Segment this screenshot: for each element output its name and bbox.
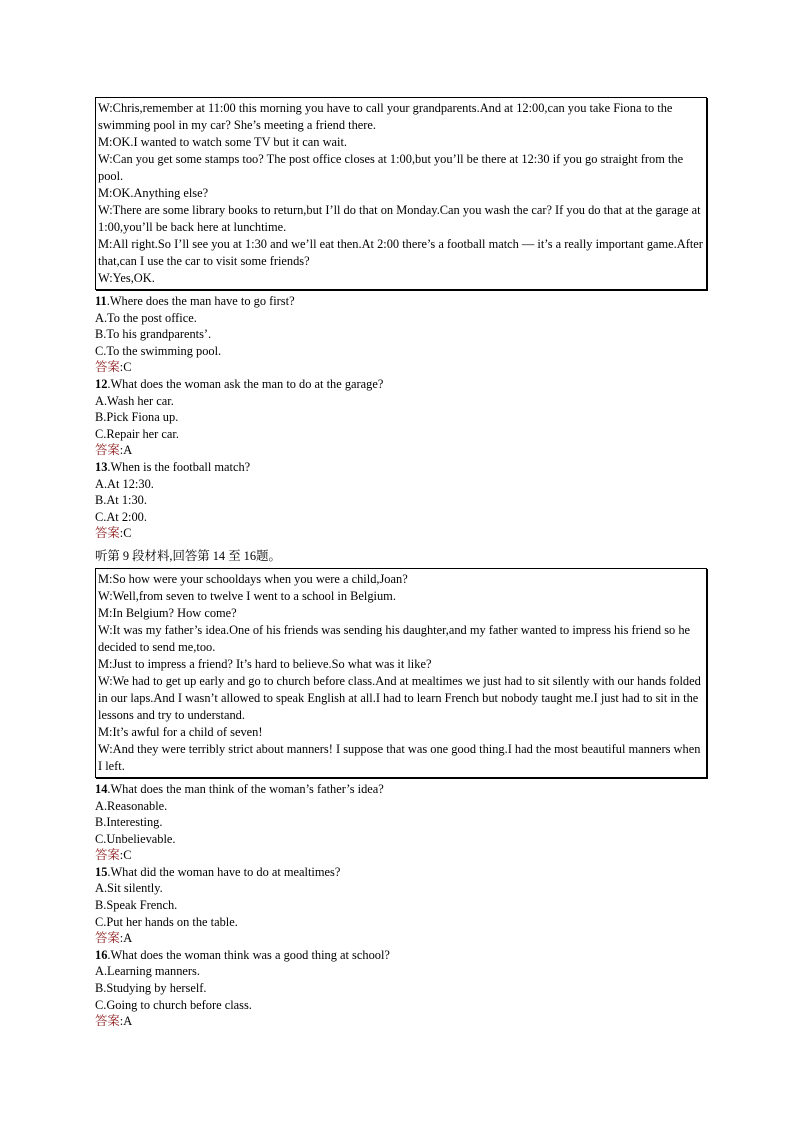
dialogue-box-1: [95, 97, 707, 290]
question-stem: [95, 459, 707, 476]
question-text: .What does the woman ask the man to do at the garage?: [107, 376, 384, 391]
question-12: [95, 376, 707, 459]
question-number: 12: [95, 376, 108, 391]
question-text: .When is the football match?: [107, 459, 251, 474]
answer: [95, 525, 707, 542]
answer-label: 答案: [95, 526, 120, 541]
question-stem: [95, 293, 707, 310]
question-stem: [95, 947, 707, 964]
question-text: .Where does the man have to go first?: [106, 294, 295, 308]
answer-label: 答案: [95, 443, 120, 458]
question-number: 11: [95, 294, 107, 308]
dialogue-line: M:OK.Anything else?: [98, 186, 209, 200]
document-page: [95, 97, 707, 1030]
option: C.Put her hands on the table.: [95, 914, 238, 929]
answer-value: :C: [119, 360, 132, 375]
answer-value: :A: [119, 1014, 133, 1029]
answer-label: 答案: [95, 360, 120, 375]
option: A.Reasonable.: [95, 798, 168, 813]
answer: [95, 930, 707, 947]
option: A.Learning manners.: [95, 964, 200, 979]
option: C.At 2:00.: [95, 509, 147, 524]
question-number: 14: [95, 781, 108, 796]
dialogue-line: W:Chris,remember at 11:00 this morning you have to call your grandparents.And at 12:00,can you take Fiona to the swimming pool in my car? She’s meeting a friend there.: [98, 101, 673, 132]
question-text: .What does the man think of the woman’s father’s idea?: [107, 781, 384, 796]
answer-value: :C: [119, 848, 132, 863]
question-number: 15: [95, 864, 108, 879]
option: C.Repair her car.: [95, 426, 179, 441]
answer-label: 答案: [95, 848, 120, 863]
question-stem: [95, 864, 707, 881]
question-number: 16: [95, 947, 108, 962]
question-13: [95, 459, 707, 542]
option: C.To the swimming pool.: [95, 343, 222, 358]
answer-label: 答案: [95, 1014, 120, 1029]
question-stem: [95, 781, 707, 798]
answer-value: :C: [119, 526, 132, 541]
answer-label: 答案: [95, 931, 120, 946]
dialogue-line: W:We had to get up early and go to church before class.And at mealtimes we just had to sit silently with our hands folded in our laps.And I wasn’t allowed to speak English at all.I had to learn French but nobody taught me.I just had to sit in the lessons and try to understand.: [98, 673, 701, 722]
answer: [95, 847, 707, 864]
answer-value: :A: [119, 931, 133, 946]
option: C.Unbelievable.: [95, 831, 176, 846]
dialogue-line: M:All right.So I’ll see you at 1:30 and we’ll eat then.At 2:00 there’s a football match — it’s a really important game.After that,can I use the car to visit some friends?: [98, 237, 703, 268]
question-14: [95, 781, 707, 864]
option: A.At 12:30.: [95, 476, 154, 491]
dialogue-line: W:Yes,OK.: [98, 271, 155, 285]
question-16: [95, 947, 707, 1030]
option: B.Interesting.: [95, 815, 163, 830]
dialogue-line: W:There are some library books to return,but I’ll do that on Monday.Can you wash the car? If you do that at the garage at 1:00,you’ll be back here at lunchtime.: [98, 203, 701, 234]
option: A.To the post office.: [95, 310, 197, 325]
dialogue-line: M:Just to impress a friend? It’s hard to believe.So what was it like?: [98, 656, 432, 671]
dialogue-line: W:Can you get some stamps too? The post office closes at 1:00,but you’ll be there at 12:30 if you go straight from the pool.: [98, 152, 684, 183]
question-number: 13: [95, 459, 108, 474]
dialogue-line: M:OK.I wanted to watch some TV but it can wait.: [98, 135, 348, 149]
answer: [95, 359, 707, 376]
dialogue-line: M:It’s awful for a child of seven!: [98, 724, 263, 739]
option: B.Pick Fiona up.: [95, 410, 179, 425]
dialogue-line: M:So how were your schooldays when you were a child,Joan?: [98, 571, 408, 586]
option: B.To his grandparents’.: [95, 327, 212, 342]
option: B.Studying by herself.: [95, 981, 207, 996]
dialogue-line: M:In Belgium? How come?: [98, 605, 237, 620]
question-11: [95, 293, 707, 376]
dialogue-box-2: [95, 568, 707, 778]
answer: [95, 1013, 707, 1030]
option: A.Wash her car.: [95, 393, 174, 408]
dialogue-line: W:And they were terribly strict about manners! I suppose that was one good thing.I had the most beautiful manners when I left.: [98, 741, 701, 773]
option: A.Sit silently.: [95, 881, 163, 896]
question-stem: [95, 376, 707, 393]
option: B.Speak French.: [95, 898, 178, 913]
question-text: .What does the woman think was a good thing at school?: [107, 947, 390, 962]
dialogue-line: W:Well,from seven to twelve I went to a school in Belgium.: [98, 588, 396, 603]
question-text: .What did the woman have to do at mealtimes?: [107, 864, 341, 879]
answer: [95, 442, 707, 459]
section-heading: 听第 9 段材料,回答第 14 至 16题。: [95, 548, 281, 563]
dialogue-line: W:It was my father’s idea.One of his friends was sending his daughter,and my father wanted to impress his friend so he decided to send me,too.: [98, 622, 691, 654]
option: B.At 1:30.: [95, 493, 147, 508]
answer-value: :A: [119, 443, 133, 458]
option: C.Going to church before class.: [95, 997, 252, 1012]
question-15: [95, 864, 707, 947]
